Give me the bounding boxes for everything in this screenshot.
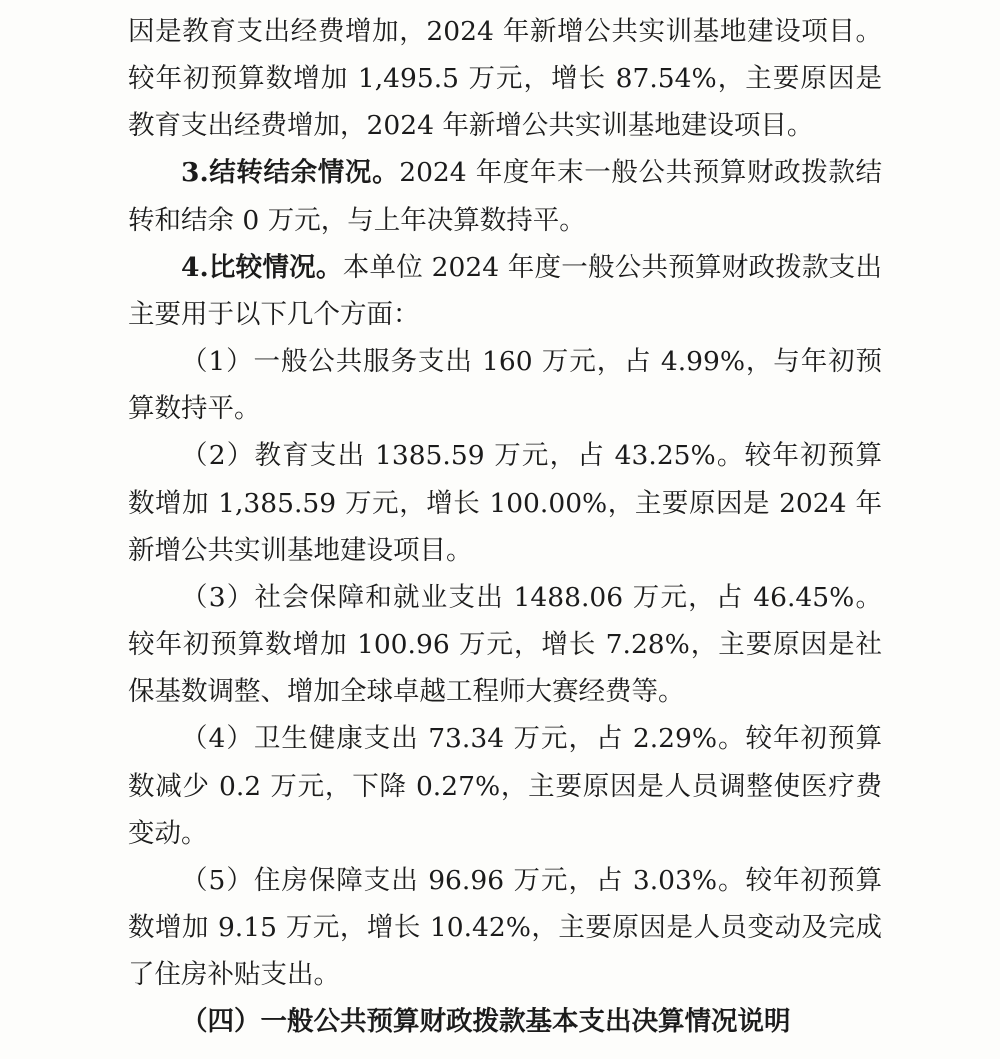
heading-carryover-balance: 3.结转结余情况。 (181, 157, 400, 189)
document-body (128, 8, 882, 1045)
list-item-housing-security: （5）住房保障支出 96.96 万元，占 3.03%。较年初预算数增加 9.15 万元，增长 10.42%，主要原因是人员变动及完成了住房补贴支出。 (128, 864, 882, 991)
list-item-health: （4）卫生健康支出 73.34 万元，占 2.29%。较年初预算数减少 0.2 万元，下降 0.27%，主要原因是人员调整使医疗费变动。 (128, 723, 882, 849)
paragraph-continuation: 因是教育支出经费增加，2024 年新增公共实训基地建设项目。较年初预算数增加 1,495.5 万元，增长 87.54%，主要原因是教育支出经费增加，2024 年新增公共实训基地建设项目。 (128, 16, 882, 142)
list-item-general-public-service: （1）一般公共服务支出 160 万元，占 4.99%，与年初预算数持平。 (128, 346, 882, 425)
paragraph-comparison (128, 244, 882, 338)
list-item-education: （2）教育支出 1385.59 万元，占 43.25%。较年初预算数增加 1,385.59 万元，增长 100.00%，主要原因是 2024 年新增公共实训基地建设项目。 (128, 440, 882, 566)
heading-comparison: 4.比较情况。 (181, 251, 343, 283)
paragraph-carryover-balance-text: 2024 年度年末一般公共预算财政拨款结转和结余 0 万元，与上年决算数持平。 (128, 157, 882, 236)
paragraph-carryover-balance (128, 149, 882, 243)
paragraph-comparison-text: 本单位 2024 年度一般公共预算财政拨款支出主要用于以下几个方面： (128, 251, 882, 330)
section-heading-basic-expenditure (128, 998, 882, 1045)
section-heading-basic-expenditure-text: （四）一般公共预算财政拨款基本支出决算情况说明 (181, 1006, 791, 1038)
list-item-social-security-employment: （3）社会保障和就业支出 1488.06 万元，占 46.45%。较年初预算数增加 100.96 万元，增长 7.28%，主要原因是社保基数调整、增加全球卓越工程师大赛经费等。 (128, 581, 882, 708)
